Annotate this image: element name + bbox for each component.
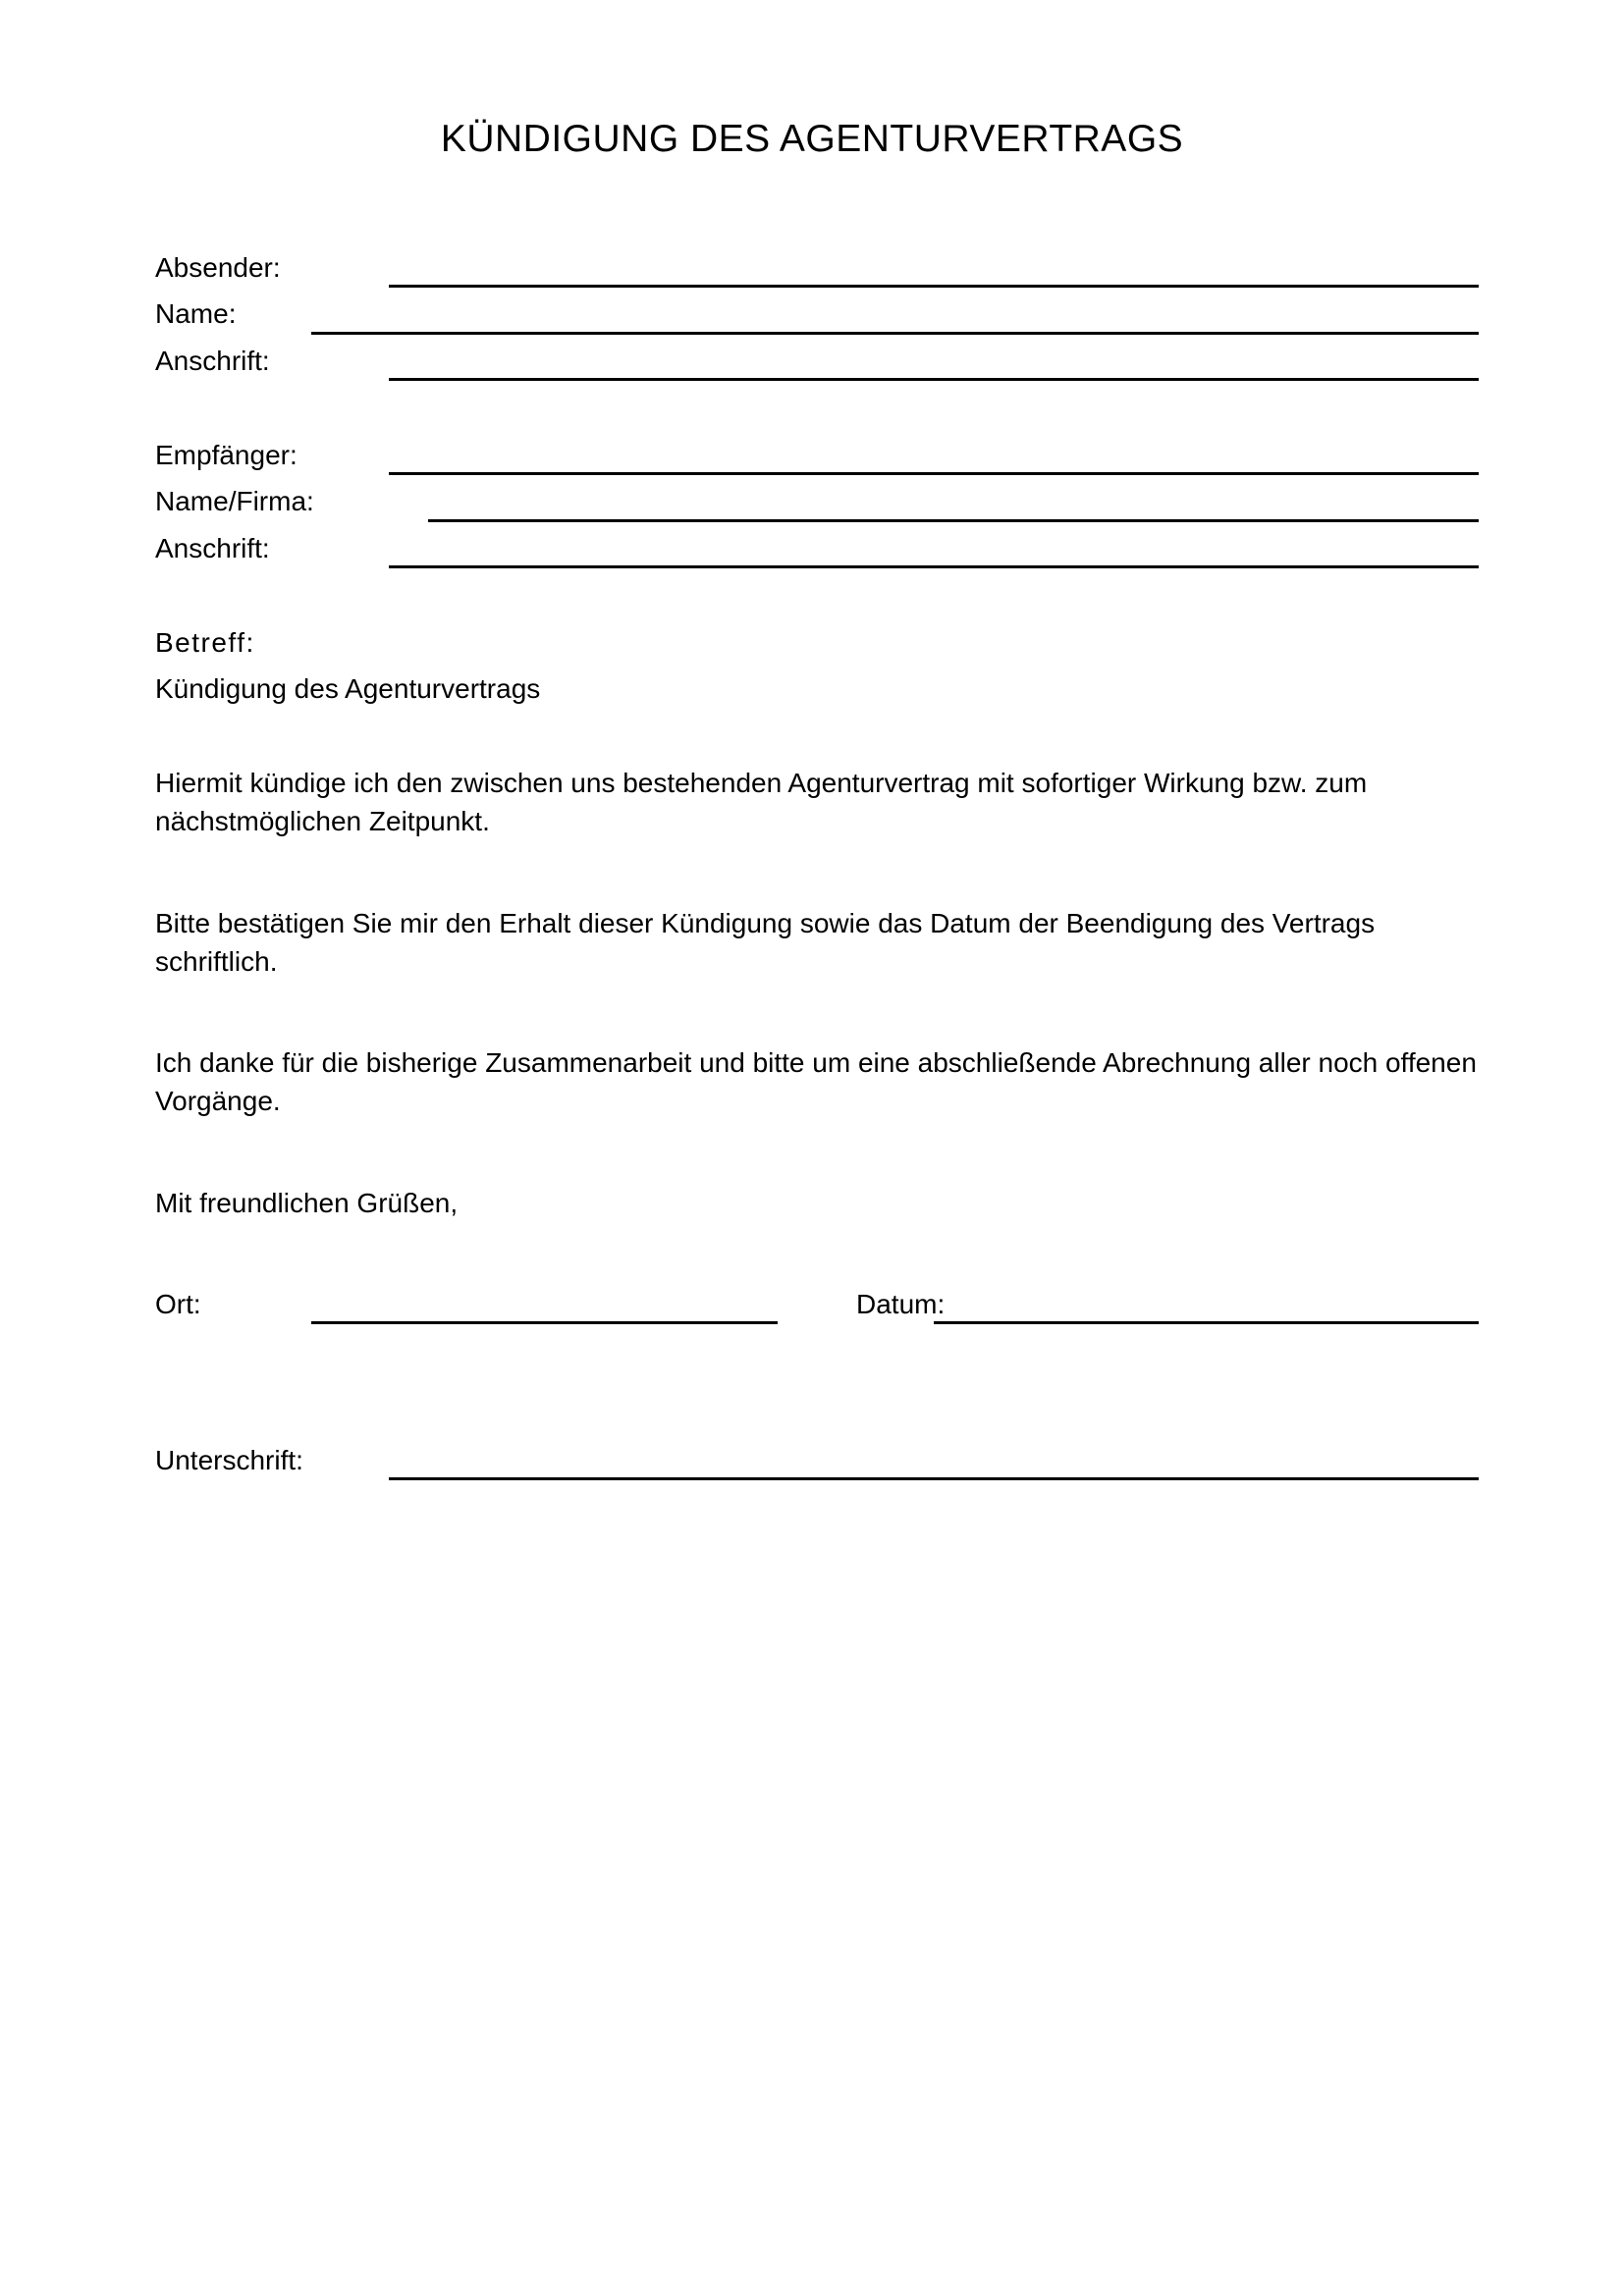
recipient-heading-label: Empfänger: [155, 440, 298, 470]
place-label: Ort: [155, 1289, 201, 1319]
recipient-field-line[interactable] [389, 472, 1479, 475]
signature-label: Unterschrift: [155, 1445, 303, 1475]
sender-heading-label: Absender: [155, 252, 281, 283]
recipient-name-field-line[interactable] [428, 519, 1479, 522]
recipient-name-label: Name/Firma: [155, 486, 314, 516]
sender-field-line[interactable] [389, 285, 1479, 288]
sender-name-field-line[interactable] [311, 332, 1479, 335]
recipient-address-field-line[interactable] [389, 565, 1479, 568]
subject-label: Betreff: [155, 627, 255, 658]
closing-text: Mit freundlichen Grüßen, [155, 1188, 459, 1218]
signature-field-line[interactable] [389, 1477, 1479, 1480]
body-paragraph-2: Bitte bestätigen Sie mir den Erhalt dieser Kündigung sowie das Datum der Beendigung des Vertrags schriftlich. [155, 908, 1376, 977]
date-field-line[interactable] [934, 1321, 1479, 1324]
sender-address-field-line[interactable] [389, 378, 1479, 381]
place-field-line[interactable] [311, 1321, 778, 1324]
subject-text: Kündigung des Agenturvertrags [155, 673, 541, 704]
body-paragraph-3: Ich danke für die bisherige Zusammenarbeit und bitte um eine abschließende Abrechnung aller noch offenen Vorgänge. [155, 1047, 1477, 1116]
recipient-address-label: Anschrift: [155, 533, 270, 563]
document-title: KÜNDIGUNG DES AGENTURVERTRAGS [440, 118, 1184, 160]
date-label: Datum: [856, 1289, 946, 1319]
sender-address-label: Anschrift: [155, 346, 270, 376]
body-paragraph-1: Hiermit kündige ich den zwischen uns bestehenden Agenturvertrag mit sofortiger Wirkung bzw. zum nächstmöglichen Zeitpunkt. [155, 768, 1368, 836]
sender-name-label: Name: [155, 298, 237, 329]
